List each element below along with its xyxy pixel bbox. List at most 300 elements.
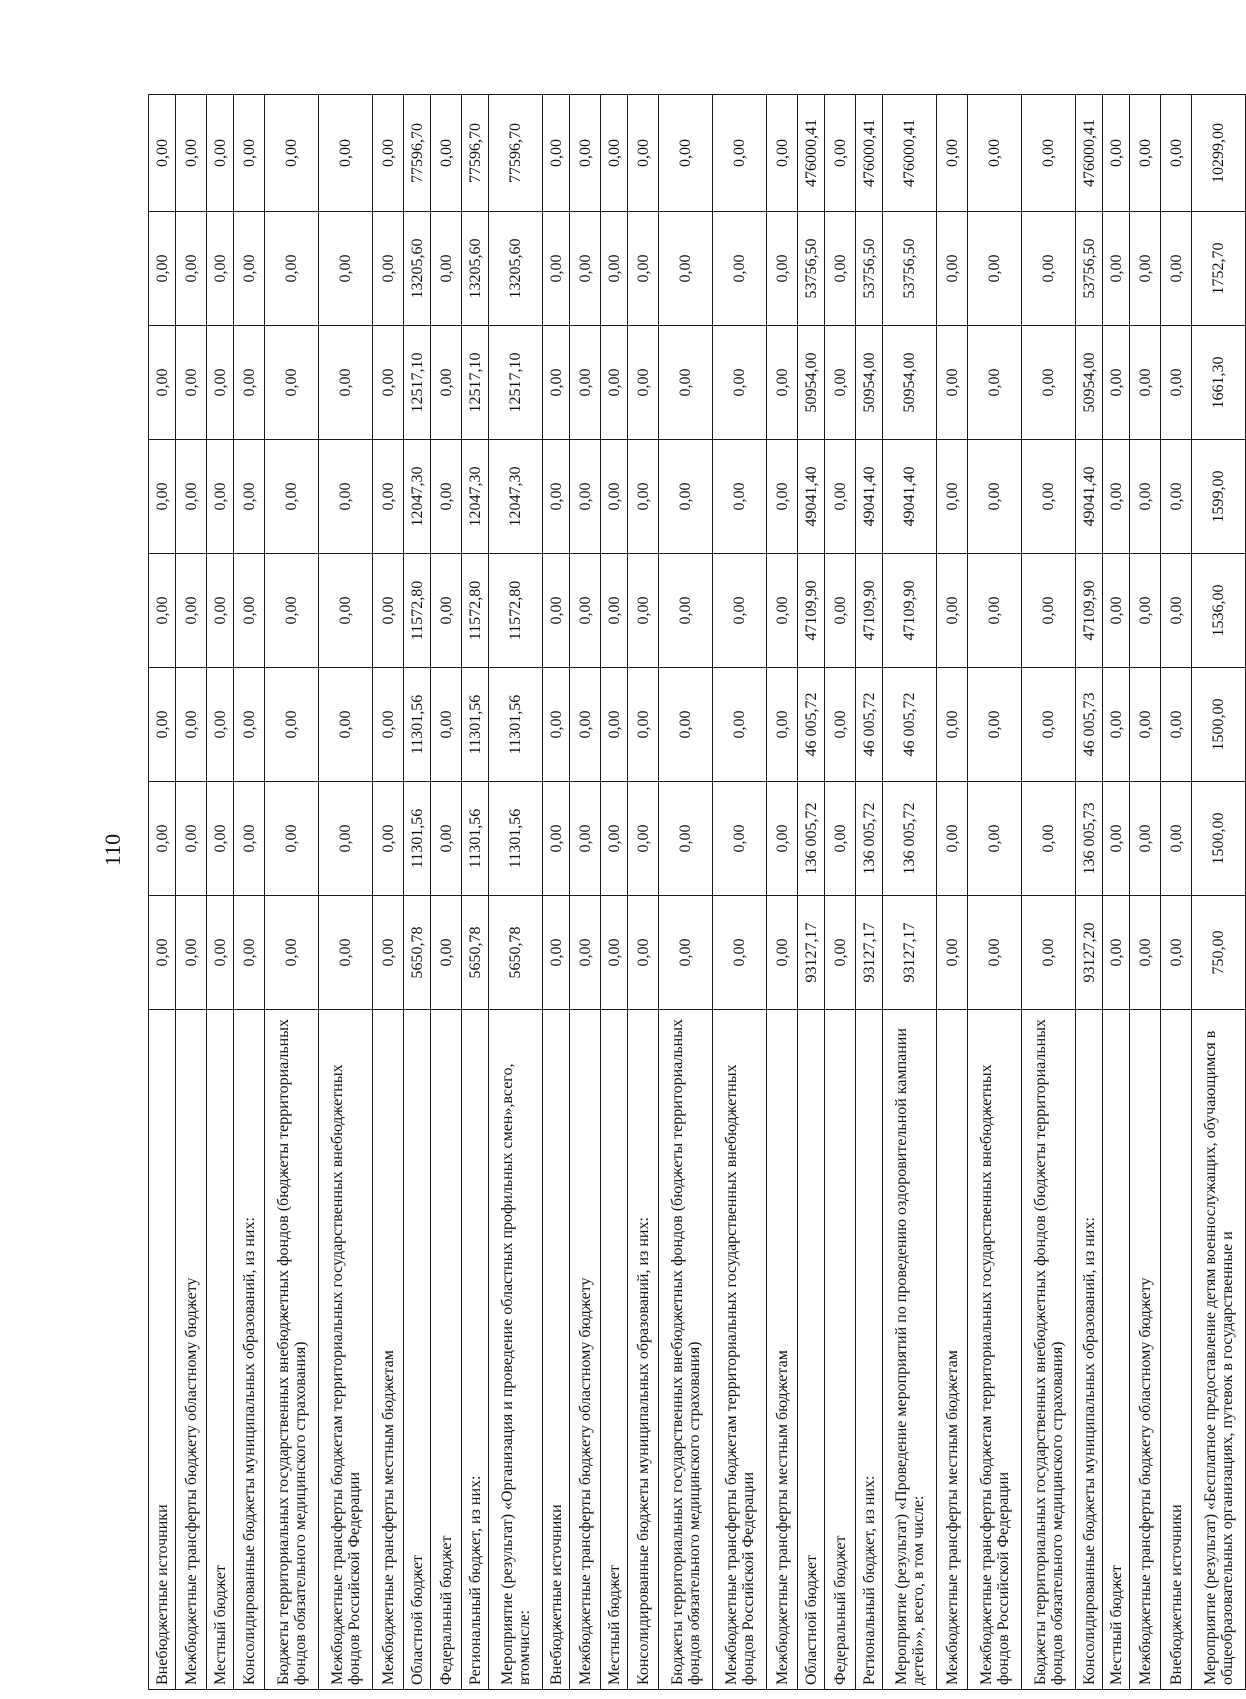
value-cell: 0,00 bbox=[207, 782, 234, 896]
row-label: Бюджеты территориальных государственных внебюджетных фондов (бюджеты территориальных фондов обязательного медицинского страхования) bbox=[659, 1010, 713, 1690]
value-cell: 46 005,72 bbox=[883, 668, 937, 782]
row-label: Мероприятие (результат) «Организация и проведение областных профильных смен»,всего, втомчисле: bbox=[489, 1010, 543, 1690]
value-cell: 0,00 bbox=[1161, 782, 1192, 896]
value-cell: 0,00 bbox=[234, 668, 265, 782]
value-cell: 0,00 bbox=[1022, 668, 1076, 782]
value-cell: 0,00 bbox=[937, 782, 968, 896]
value-cell: 476000,41 bbox=[856, 95, 883, 212]
value-cell: 0,00 bbox=[543, 896, 570, 1010]
value-cell: 0,00 bbox=[659, 440, 713, 554]
value-cell: 476000,41 bbox=[1076, 95, 1103, 212]
row-label: Региональный бюджет, из них: bbox=[856, 1010, 883, 1690]
value-cell: 0,00 bbox=[319, 440, 373, 554]
value-cell: 0,00 bbox=[937, 440, 968, 554]
value-cell: 0,00 bbox=[176, 896, 207, 1010]
value-cell: 0,00 bbox=[1022, 554, 1076, 668]
value-cell: 0,00 bbox=[149, 896, 176, 1010]
table-row bbox=[489, 95, 543, 1690]
value-cell: 0,00 bbox=[265, 440, 319, 554]
value-cell: 5650,78 bbox=[489, 896, 543, 1010]
value-cell: 0,00 bbox=[628, 212, 659, 326]
value-cell: 1500,00 bbox=[1192, 668, 1246, 782]
value-cell: 0,00 bbox=[713, 95, 767, 212]
value-cell: 0,00 bbox=[659, 668, 713, 782]
table-row bbox=[265, 95, 319, 1690]
table-row bbox=[319, 95, 373, 1690]
value-cell: 11301,56 bbox=[404, 668, 431, 782]
value-cell: 0,00 bbox=[628, 554, 659, 668]
value-cell: 0,00 bbox=[767, 440, 798, 554]
value-cell: 0,00 bbox=[713, 326, 767, 440]
value-cell: 11572,80 bbox=[404, 554, 431, 668]
value-cell: 0,00 bbox=[543, 782, 570, 896]
value-cell: 0,00 bbox=[373, 95, 404, 212]
value-cell: 0,00 bbox=[431, 326, 462, 440]
value-cell: 0,00 bbox=[601, 782, 628, 896]
row-label: Внебюджетные источники bbox=[1161, 1010, 1192, 1690]
value-cell: 0,00 bbox=[176, 326, 207, 440]
value-cell: 49041,40 bbox=[856, 440, 883, 554]
value-cell: 0,00 bbox=[570, 212, 601, 326]
value-cell: 1536,00 bbox=[1192, 554, 1246, 668]
value-cell: 13205,60 bbox=[489, 212, 543, 326]
row-label: Местный бюджет bbox=[207, 1010, 234, 1690]
value-cell: 0,00 bbox=[431, 212, 462, 326]
value-cell: 46 005,73 bbox=[1076, 668, 1103, 782]
table-row bbox=[1076, 95, 1103, 1690]
value-cell: 0,00 bbox=[713, 212, 767, 326]
value-cell: 0,00 bbox=[265, 326, 319, 440]
value-cell: 0,00 bbox=[1022, 440, 1076, 554]
value-cell: 0,00 bbox=[825, 782, 856, 896]
value-cell: 0,00 bbox=[373, 326, 404, 440]
value-cell: 0,00 bbox=[149, 212, 176, 326]
value-cell: 0,00 bbox=[319, 554, 373, 668]
value-cell: 12047,30 bbox=[462, 440, 489, 554]
value-cell: 47109,90 bbox=[1076, 554, 1103, 668]
value-cell: 0,00 bbox=[1130, 554, 1161, 668]
table-row bbox=[713, 95, 767, 1690]
row-label: Межбюджетные трансферты бюджетам территориальных государственных внебюджетных фондов Российской Федерации bbox=[319, 1010, 373, 1690]
value-cell: 0,00 bbox=[543, 326, 570, 440]
row-label: Местный бюджет bbox=[1103, 1010, 1130, 1690]
value-cell: 0,00 bbox=[149, 782, 176, 896]
value-cell: 0,00 bbox=[1130, 326, 1161, 440]
value-cell: 0,00 bbox=[149, 95, 176, 212]
value-cell: 0,00 bbox=[825, 554, 856, 668]
value-cell: 0,00 bbox=[1130, 95, 1161, 212]
value-cell: 0,00 bbox=[1103, 326, 1130, 440]
value-cell: 0,00 bbox=[1022, 326, 1076, 440]
value-cell: 0,00 bbox=[543, 95, 570, 212]
value-cell: 0,00 bbox=[373, 668, 404, 782]
row-label: Бюджеты территориальных государственных внебюджетных фондов (бюджеты территориальных фондов обязательного медицинского страхования) bbox=[265, 1010, 319, 1690]
value-cell: 11301,56 bbox=[462, 668, 489, 782]
value-cell: 1599,00 bbox=[1192, 440, 1246, 554]
table-row bbox=[431, 95, 462, 1690]
value-cell: 0,00 bbox=[1103, 782, 1130, 896]
value-cell: 0,00 bbox=[937, 212, 968, 326]
value-cell: 0,00 bbox=[319, 896, 373, 1010]
value-cell: 0,00 bbox=[265, 554, 319, 668]
value-cell: 0,00 bbox=[968, 782, 1022, 896]
value-cell: 0,00 bbox=[628, 95, 659, 212]
value-cell: 0,00 bbox=[1161, 440, 1192, 554]
table-row bbox=[883, 95, 937, 1690]
table-row bbox=[767, 95, 798, 1690]
value-cell: 0,00 bbox=[234, 554, 265, 668]
value-cell: 0,00 bbox=[1103, 212, 1130, 326]
value-cell: 0,00 bbox=[1130, 896, 1161, 1010]
value-cell: 10299,00 bbox=[1192, 95, 1246, 212]
row-label: Консолидированные бюджеты муниципальных образований, из них: bbox=[1076, 1010, 1103, 1690]
value-cell: 0,00 bbox=[1130, 668, 1161, 782]
row-label: Межбюджетные трансферты местным бюджетам bbox=[937, 1010, 968, 1690]
value-cell: 0,00 bbox=[825, 326, 856, 440]
value-cell: 0,00 bbox=[659, 326, 713, 440]
row-label: Местный бюджет bbox=[601, 1010, 628, 1690]
table-row bbox=[234, 95, 265, 1690]
value-cell: 0,00 bbox=[149, 326, 176, 440]
value-cell: 0,00 bbox=[234, 782, 265, 896]
value-cell: 0,00 bbox=[767, 782, 798, 896]
value-cell: 0,00 bbox=[543, 554, 570, 668]
value-cell: 93127,20 bbox=[1076, 896, 1103, 1010]
value-cell: 77596,70 bbox=[462, 95, 489, 212]
row-label: Бюджеты территориальных государственных внебюджетных фондов (бюджеты территориальных фондов обязательного медицинского страхования) bbox=[1022, 1010, 1076, 1690]
value-cell: 0,00 bbox=[767, 95, 798, 212]
value-cell: 0,00 bbox=[1161, 668, 1192, 782]
value-cell: 5650,78 bbox=[404, 896, 431, 1010]
value-cell: 0,00 bbox=[1161, 326, 1192, 440]
value-cell: 0,00 bbox=[149, 668, 176, 782]
value-cell: 0,00 bbox=[319, 95, 373, 212]
value-cell: 0,00 bbox=[601, 326, 628, 440]
value-cell: 0,00 bbox=[373, 212, 404, 326]
value-cell: 0,00 bbox=[628, 668, 659, 782]
value-cell: 0,00 bbox=[968, 440, 1022, 554]
value-cell: 0,00 bbox=[176, 668, 207, 782]
row-label: Мероприятие (результат) «Бесплатное предоставление детям военнослужащих, обучающимся в общеобразовательных организациях, путевок в государственные и bbox=[1192, 1010, 1246, 1690]
value-cell: 0,00 bbox=[767, 554, 798, 668]
value-cell: 47109,90 bbox=[856, 554, 883, 668]
value-cell: 1661,30 bbox=[1192, 326, 1246, 440]
value-cell: 0,00 bbox=[1022, 896, 1076, 1010]
value-cell: 12517,10 bbox=[462, 326, 489, 440]
value-cell: 0,00 bbox=[543, 212, 570, 326]
value-cell: 0,00 bbox=[968, 896, 1022, 1010]
value-cell: 0,00 bbox=[601, 95, 628, 212]
value-cell: 0,00 bbox=[234, 896, 265, 1010]
value-cell: 136 005,72 bbox=[883, 782, 937, 896]
table-row bbox=[1130, 95, 1161, 1690]
value-cell: 0,00 bbox=[659, 95, 713, 212]
value-cell: 0,00 bbox=[319, 668, 373, 782]
table-row bbox=[1103, 95, 1130, 1690]
value-cell: 0,00 bbox=[1103, 554, 1130, 668]
budget-table bbox=[148, 94, 1246, 1690]
row-label: Внебюджетные источники bbox=[149, 1010, 176, 1690]
value-cell: 0,00 bbox=[207, 896, 234, 1010]
value-cell: 0,00 bbox=[937, 896, 968, 1010]
value-cell: 0,00 bbox=[234, 326, 265, 440]
row-label: Областной бюджет bbox=[798, 1010, 825, 1690]
row-label: Межбюджетные трансферты местным бюджетам bbox=[767, 1010, 798, 1690]
row-label: Межбюджетные трансферты бюджету областному бюджету bbox=[176, 1010, 207, 1690]
value-cell: 53756,50 bbox=[1076, 212, 1103, 326]
value-cell: 0,00 bbox=[431, 95, 462, 212]
value-cell: 0,00 bbox=[265, 782, 319, 896]
row-label: Мероприятие (результат) «Проведение мероприятий по проведению оздоровительной кампании детей»», всего, в том числе: bbox=[883, 1010, 937, 1690]
value-cell: 0,00 bbox=[431, 668, 462, 782]
value-cell: 0,00 bbox=[659, 782, 713, 896]
value-cell: 93127,17 bbox=[856, 896, 883, 1010]
value-cell: 0,00 bbox=[373, 782, 404, 896]
value-cell: 0,00 bbox=[968, 212, 1022, 326]
value-cell: 0,00 bbox=[176, 554, 207, 668]
value-cell: 0,00 bbox=[570, 440, 601, 554]
table-row bbox=[207, 95, 234, 1690]
value-cell: 0,00 bbox=[265, 896, 319, 1010]
value-cell: 0,00 bbox=[1161, 212, 1192, 326]
table-row bbox=[1022, 95, 1076, 1690]
value-cell: 0,00 bbox=[1022, 212, 1076, 326]
value-cell: 12047,30 bbox=[404, 440, 431, 554]
value-cell: 0,00 bbox=[628, 782, 659, 896]
value-cell: 0,00 bbox=[234, 212, 265, 326]
value-cell: 53756,50 bbox=[856, 212, 883, 326]
value-cell: 0,00 bbox=[937, 326, 968, 440]
value-cell: 0,00 bbox=[713, 782, 767, 896]
value-cell: 750,00 bbox=[1192, 896, 1246, 1010]
value-cell: 0,00 bbox=[1130, 212, 1161, 326]
rotated-table-container bbox=[148, 95, 1236, 1690]
value-cell: 0,00 bbox=[176, 212, 207, 326]
row-label: Межбюджетные трансферты бюджету областному бюджету bbox=[1130, 1010, 1161, 1690]
value-cell: 0,00 bbox=[570, 95, 601, 212]
table-row bbox=[601, 95, 628, 1690]
value-cell: 50954,00 bbox=[798, 326, 825, 440]
value-cell: 11301,56 bbox=[462, 782, 489, 896]
value-cell: 0,00 bbox=[937, 95, 968, 212]
value-cell: 46 005,72 bbox=[798, 668, 825, 782]
value-cell: 0,00 bbox=[628, 326, 659, 440]
value-cell: 0,00 bbox=[570, 554, 601, 668]
value-cell: 50954,00 bbox=[883, 326, 937, 440]
value-cell: 0,00 bbox=[431, 554, 462, 668]
value-cell: 0,00 bbox=[601, 212, 628, 326]
value-cell: 0,00 bbox=[767, 668, 798, 782]
value-cell: 0,00 bbox=[373, 896, 404, 1010]
value-cell: 0,00 bbox=[1103, 896, 1130, 1010]
value-cell: 0,00 bbox=[265, 668, 319, 782]
value-cell: 0,00 bbox=[968, 668, 1022, 782]
value-cell: 0,00 bbox=[713, 440, 767, 554]
value-cell: 0,00 bbox=[207, 95, 234, 212]
value-cell: 0,00 bbox=[628, 896, 659, 1010]
table-row bbox=[462, 95, 489, 1690]
value-cell: 11301,56 bbox=[489, 668, 543, 782]
value-cell: 0,00 bbox=[601, 896, 628, 1010]
value-cell: 0,00 bbox=[431, 896, 462, 1010]
value-cell: 136 005,72 bbox=[798, 782, 825, 896]
row-label: Областной бюджет bbox=[404, 1010, 431, 1690]
value-cell: 93127,17 bbox=[798, 896, 825, 1010]
table-row bbox=[798, 95, 825, 1690]
value-cell: 50954,00 bbox=[1076, 326, 1103, 440]
table-row bbox=[856, 95, 883, 1690]
value-cell: 0,00 bbox=[825, 896, 856, 1010]
value-cell: 53756,50 bbox=[883, 212, 937, 326]
value-cell: 0,00 bbox=[937, 668, 968, 782]
value-cell: 0,00 bbox=[1022, 95, 1076, 212]
value-cell: 0,00 bbox=[234, 95, 265, 212]
table-row bbox=[149, 95, 176, 1690]
value-cell: 47109,90 bbox=[883, 554, 937, 668]
value-cell: 0,00 bbox=[825, 668, 856, 782]
row-label: Межбюджетные трансферты бюджетам территориальных государственных внебюджетных фондов Российской Федерации bbox=[968, 1010, 1022, 1690]
value-cell: 476000,41 bbox=[798, 95, 825, 212]
value-cell: 0,00 bbox=[601, 554, 628, 668]
value-cell: 0,00 bbox=[570, 668, 601, 782]
table-row bbox=[825, 95, 856, 1690]
row-label: Федеральный бюджет bbox=[825, 1010, 856, 1690]
value-cell: 0,00 bbox=[570, 326, 601, 440]
value-cell: 77596,70 bbox=[489, 95, 543, 212]
value-cell: 0,00 bbox=[431, 782, 462, 896]
value-cell: 0,00 bbox=[1022, 782, 1076, 896]
table-row bbox=[1161, 95, 1192, 1690]
value-cell: 49041,40 bbox=[798, 440, 825, 554]
value-cell: 0,00 bbox=[207, 554, 234, 668]
value-cell: 0,00 bbox=[265, 212, 319, 326]
value-cell: 0,00 bbox=[1161, 95, 1192, 212]
value-cell: 0,00 bbox=[628, 440, 659, 554]
row-label: Консолидированные бюджеты муниципальных образований, из них: bbox=[234, 1010, 265, 1690]
row-label: Федеральный бюджет bbox=[431, 1010, 462, 1690]
value-cell: 0,00 bbox=[659, 896, 713, 1010]
value-cell: 12047,30 bbox=[489, 440, 543, 554]
value-cell: 0,00 bbox=[1103, 440, 1130, 554]
value-cell: 0,00 bbox=[1161, 896, 1192, 1010]
value-cell: 0,00 bbox=[570, 896, 601, 1010]
value-cell: 0,00 bbox=[234, 440, 265, 554]
value-cell: 0,00 bbox=[207, 212, 234, 326]
value-cell: 0,00 bbox=[601, 440, 628, 554]
table-body bbox=[149, 95, 1246, 1690]
value-cell: 47109,90 bbox=[798, 554, 825, 668]
value-cell: 5650,78 bbox=[462, 896, 489, 1010]
value-cell: 476000,41 bbox=[883, 95, 937, 212]
table-row bbox=[373, 95, 404, 1690]
value-cell: 0,00 bbox=[713, 668, 767, 782]
value-cell: 0,00 bbox=[767, 212, 798, 326]
value-cell: 11301,56 bbox=[489, 782, 543, 896]
value-cell: 0,00 bbox=[937, 554, 968, 668]
table-row bbox=[968, 95, 1022, 1690]
value-cell: 0,00 bbox=[149, 440, 176, 554]
value-cell: 0,00 bbox=[373, 440, 404, 554]
row-label: Межбюджетные трансферты бюджету областному бюджету bbox=[570, 1010, 601, 1690]
value-cell: 49041,40 bbox=[1076, 440, 1103, 554]
table-row bbox=[1192, 95, 1246, 1690]
value-cell: 0,00 bbox=[176, 440, 207, 554]
value-cell: 0,00 bbox=[207, 326, 234, 440]
value-cell: 11301,56 bbox=[404, 782, 431, 896]
value-cell: 0,00 bbox=[659, 212, 713, 326]
value-cell: 0,00 bbox=[1130, 782, 1161, 896]
table-row bbox=[543, 95, 570, 1690]
value-cell: 0,00 bbox=[265, 95, 319, 212]
value-cell: 1500,00 bbox=[1192, 782, 1246, 896]
value-cell: 12517,10 bbox=[404, 326, 431, 440]
value-cell: 11572,80 bbox=[462, 554, 489, 668]
value-cell: 93127,17 bbox=[883, 896, 937, 1010]
table-row bbox=[937, 95, 968, 1690]
table-row bbox=[659, 95, 713, 1690]
value-cell: 53756,50 bbox=[798, 212, 825, 326]
value-cell: 0,00 bbox=[968, 326, 1022, 440]
value-cell: 0,00 bbox=[713, 896, 767, 1010]
value-cell: 46 005,72 bbox=[856, 668, 883, 782]
value-cell: 0,00 bbox=[176, 95, 207, 212]
table-row bbox=[404, 95, 431, 1690]
value-cell: 0,00 bbox=[1130, 440, 1161, 554]
table-row bbox=[628, 95, 659, 1690]
row-label: Региональный бюджет, из них: bbox=[462, 1010, 489, 1690]
value-cell: 49041,40 bbox=[883, 440, 937, 554]
value-cell: 11572,80 bbox=[489, 554, 543, 668]
value-cell: 0,00 bbox=[207, 668, 234, 782]
value-cell: 0,00 bbox=[319, 212, 373, 326]
value-cell: 13205,60 bbox=[404, 212, 431, 326]
value-cell: 0,00 bbox=[1161, 554, 1192, 668]
value-cell: 0,00 bbox=[767, 896, 798, 1010]
value-cell: 0,00 bbox=[767, 326, 798, 440]
value-cell: 0,00 bbox=[825, 212, 856, 326]
value-cell: 0,00 bbox=[543, 440, 570, 554]
value-cell: 0,00 bbox=[543, 668, 570, 782]
value-cell: 0,00 bbox=[968, 95, 1022, 212]
value-cell: 12517,10 bbox=[489, 326, 543, 440]
value-cell: 0,00 bbox=[319, 782, 373, 896]
value-cell: 50954,00 bbox=[856, 326, 883, 440]
page-number: 110 bbox=[100, 833, 125, 867]
value-cell: 0,00 bbox=[601, 668, 628, 782]
value-cell: 0,00 bbox=[176, 782, 207, 896]
value-cell: 13205,60 bbox=[462, 212, 489, 326]
value-cell: 0,00 bbox=[149, 554, 176, 668]
row-label: Межбюджетные трансферты бюджетам территориальных государственных внебюджетных фондов Российской Федерации bbox=[713, 1010, 767, 1690]
value-cell: 0,00 bbox=[373, 554, 404, 668]
value-cell: 0,00 bbox=[207, 440, 234, 554]
row-label: Внебюджетные источники bbox=[543, 1010, 570, 1690]
value-cell: 0,00 bbox=[825, 440, 856, 554]
value-cell: 0,00 bbox=[713, 554, 767, 668]
value-cell: 0,00 bbox=[431, 440, 462, 554]
value-cell: 0,00 bbox=[319, 326, 373, 440]
row-label: Межбюджетные трансферты местным бюджетам bbox=[373, 1010, 404, 1690]
value-cell: 136 005,73 bbox=[1076, 782, 1103, 896]
value-cell: 0,00 bbox=[1103, 668, 1130, 782]
table-row bbox=[570, 95, 601, 1690]
value-cell: 0,00 bbox=[825, 95, 856, 212]
value-cell: 0,00 bbox=[1103, 95, 1130, 212]
value-cell: 136 005,72 bbox=[856, 782, 883, 896]
row-label: Консолидированные бюджеты муниципальных образований, из них: bbox=[628, 1010, 659, 1690]
value-cell: 0,00 bbox=[570, 782, 601, 896]
value-cell: 77596,70 bbox=[404, 95, 431, 212]
